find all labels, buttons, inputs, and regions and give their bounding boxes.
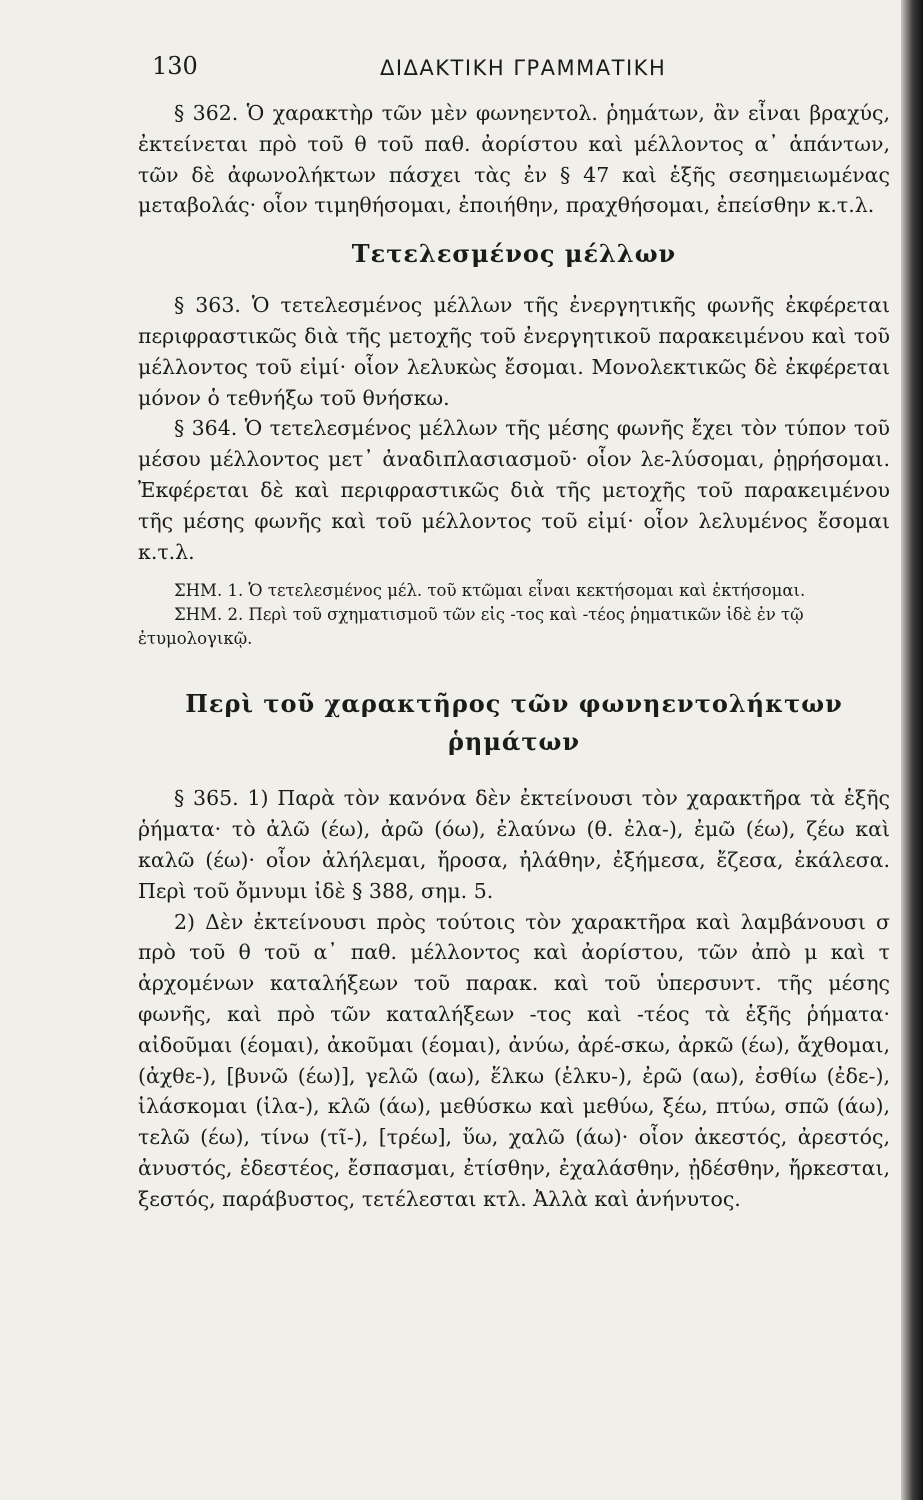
page-body xyxy=(138,98,890,1215)
section-heading-line-1: Περὶ τοῦ χαρακτῆρος τῶν φωνηεντολήκτων xyxy=(185,689,843,719)
paragraph-365-1: § 365. 1) Παρὰ τὸν κανόνα δὲν ἐκτείνουσι τὸν χαρακτῆρα τὰ ἑξῆς ῥήματα· τὸ ἀλῶ (έω), ἀρῶ (όω), ἐλαύνω (θ. ἐλα-), ἐμῶ (έω), ζέω καὶ καλῶ (έω)· οἷον ἀλήλεμαι, ἤροσα, ἠλάθην, ἐξήμεσα, ἔζεσα, ἐκάλεσα. Περὶ τοῦ ὄμνυμι ἰδὲ § 388, σημ. 5. xyxy=(138,786,890,903)
paragraph-363: § 363. Ὁ τετελεσμένος μέλλων τῆς ἐνεργητικῆς φωνῆς ἐκφέρεται περιφραστικῶς διὰ τῆς μετοχῆς τοῦ ἐνεργητικοῦ παρακειμένου καὶ τοῦ μέλλοντος τοῦ εἰμί· οἷον λελυκὼς ἔσομαι. Μονολεκτικῶς δὲ ἐκφέρεται μόνον ὁ τεθνήξω τοῦ θνήσκω. xyxy=(138,293,890,410)
notes-block xyxy=(138,579,890,651)
section-heading-line-2: ῥημάτων xyxy=(447,727,581,757)
paragraph-362: § 362. Ὁ χαρακτὴρ τῶν μὲν φωνηεντολ. ῥημάτων, ἂν εἶναι βραχύς, ἐκτείνεται πρὸ τοῦ θ τοῦ παθ. ἀορίστου καὶ μέλλοντος α᾽ ἁπάντων, τῶν δὲ ἀφωνολήκτων πάσχει τὰς ἐν § 47 καὶ ἑξῆς σεσημειωμένας μεταβολάς· οἷον τιμηθήσομαι, ἐποιήθην, πραχθήσομαι, ἐπείσθην κ.τ.λ. xyxy=(138,101,890,218)
paragraph-364: § 364. Ὁ τετελεσμένος μέλλων τῆς μέσης φωνῆς ἔχει τὸν τύπον τοῦ μέσου μέλλοντος μετ᾽ ἀναδιπλασιασμοῦ· οἷον λε-λύσομαι, ῥῃρήσομαι. Ἐκφέρεται δὲ καὶ περιφραστικῶς διὰ τῆς μετοχῆς τοῦ παρακειμένου τῆς μέσης φωνῆς καὶ τοῦ μέλλοντος τοῦ εἰμί· οἷον λελυμένος ἔσομαι κ.τ.λ. xyxy=(138,416,890,564)
page-header xyxy=(0,52,923,92)
note-2: ΣΗΜ. 2. Περὶ τοῦ σχηματισμοῦ τῶν εἰς -τος καὶ -τέος ῥηματικῶν ἰδὲ ἐν τῷ ἐτυμολογικῷ. xyxy=(138,605,804,649)
paragraph-365-2: 2) Δὲν ἐκτείνουσι πρὸς τούτοις τὸν χαρακτῆρα καὶ λαμβάνουσι σ πρὸ τοῦ θ τοῦ α᾽ παθ. μέλλοντος καὶ ἀορίστου, τῶν ἀπὸ μ καὶ τ ἀρχομένων καταλήξεων τοῦ παρακ. καὶ τοῦ ὑπερσυντ. τῆς μέσης φωνῆς, καὶ πρὸ τῶν καταλήξεων -τος καὶ -τέος τὰ ἑξῆς ῥήματα· αἰδοῦμαι (έομαι), ἀκοῦμαι (έομαι), ἀνύω, ἀρέ-σκω, ἀρκῶ (έω), ἄχθομαι, (ἀχθε-), [βυνῶ (έω)], γελῶ (αω), ἕλκω (ἑλκυ-), ἐρῶ (αω), ἐσθίω (ἐδε-), ἱλάσκομαι (ἱλα-), κλῶ (άω), μεθύσκω καὶ μεθύω, ξέω, πτύω, σπῶ (άω), τελῶ (έω), τίνω (τῖ-), [τρέω], ὕω, χαλῶ (άω)· οἷον ἀκεστός, ἀρεστός, ἀνυστός, ἐδεστέος, ἔσπασμαι, ἐτίσθην, ἐχαλάσθην, ᾐδέσθην, ἤρκεσται, ξεστός, παράβυστος, τετέλεσται κτλ. Ἀλλὰ καὶ ἀνήνυτος. xyxy=(138,909,890,1211)
page-edge-shadow xyxy=(901,0,923,1500)
section-heading-future-perfect: Τετελεσμένος μέλλων xyxy=(351,239,677,269)
page-number: 130 xyxy=(152,52,198,80)
running-head: ΔΙΔΑΚΤΙΚΗ ΓΡΑΜΜΑΤΙΚΗ xyxy=(380,56,667,80)
note-1: ΣΗΜ. 1. Ὁ τετελεσμένος μέλ. τοῦ κτῶμαι εἶναι κεκτήσομαι καὶ ἐκτήσομαι. xyxy=(174,581,806,601)
section-heading-vowel-stems xyxy=(138,685,890,761)
